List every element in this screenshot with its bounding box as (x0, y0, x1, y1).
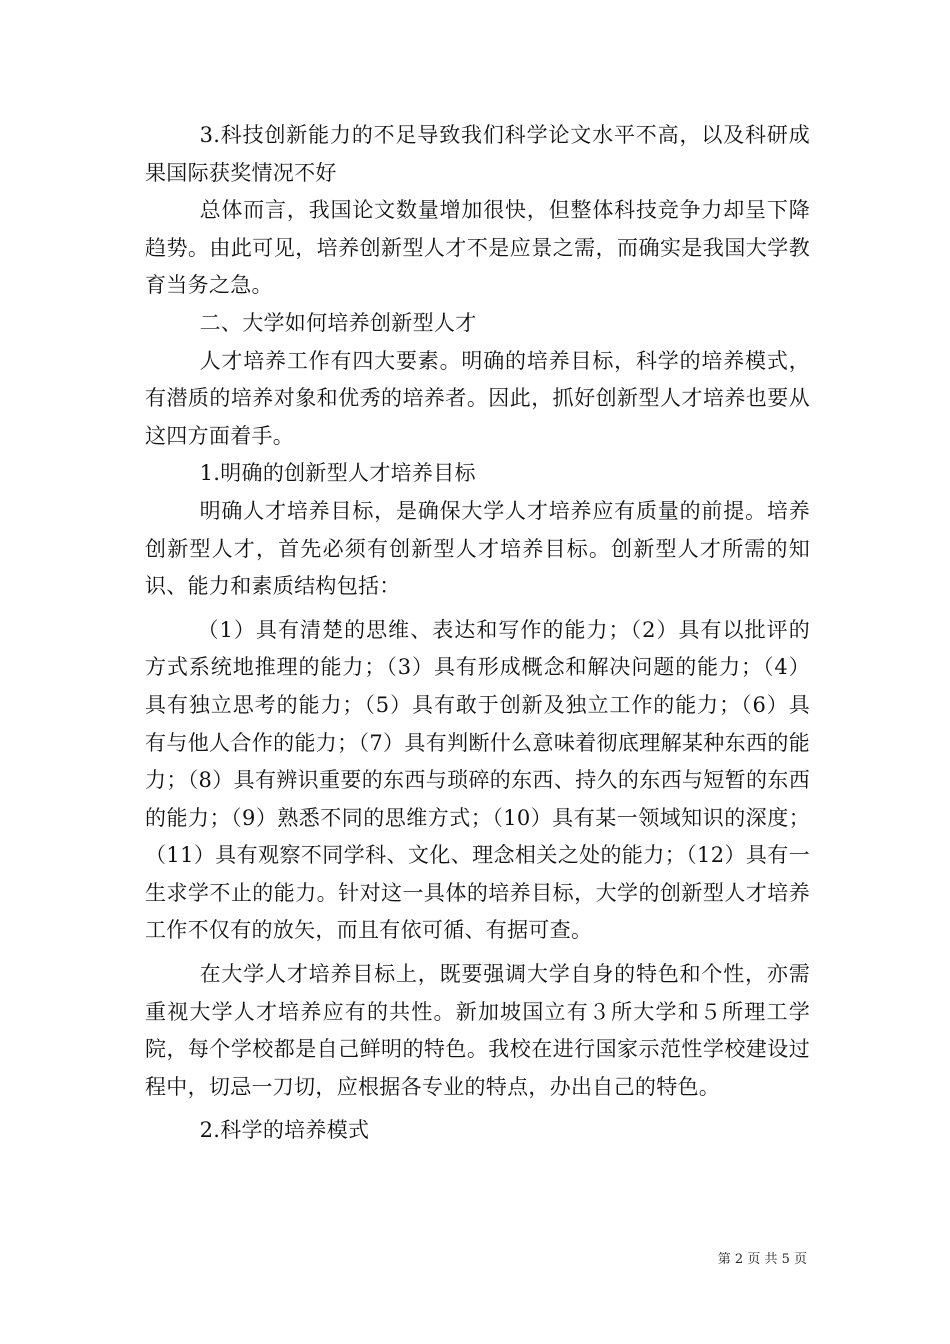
page-number-footer: 第 2 页 共 5 页 (717, 1252, 807, 1267)
section-subheading-1: 1.明确的创新型人才培养目标 (199, 461, 476, 486)
document-body (145, 117, 810, 1150)
body-paragraph: 明确人才培养目标，是确保大学人才培养应有质量的前提。培养创新型人才，首先必须有创新型人才培养目标。创新型人才所需的知识、能力和素质结构包括： (145, 498, 810, 599)
section-heading-2: 二、大学如何培养创新型人才 (199, 310, 477, 335)
body-paragraph: 人才培养工作有四大要素。明确的培养目标，科学的培养模式，有潜质的培养对象和优秀的培养者。因此，抓好创新型人才培养也要从这四方面着手。 (145, 348, 810, 448)
ability-list-paragraph: （1）具有清楚的思维、表达和写作的能力；（2）具有以批评的方式系统地推理的能力；（3）具有形成概念和解决问题的能力；（4）具有独立思考的能力；（5）具有敢于创新及独立工作的能力；（6）具有与他人合作的能力；（7）具有判断什么意味着彻底理解某种东西的能力；（8）具有辨识重要的东西与琐碎的东西、持久的东西与短暂的东西的能力；（9）熟悉不同的思维方式；（10）具有某一领域知识的深度；（11）具有观察不同学科、文化、理念相关之处的能力；（12）具有一生求学不止的能力。针对这一具体的培养目标，大学的创新型人才培养工作不仅有的放矢，而且有依可循、有据可查。 (145, 617, 810, 943)
section-subheading-3: 3.科技创新能力的不足导致我们科学论文水平不高，以及科研成果国际获奖情况不好 (145, 123, 810, 185)
body-paragraph: 总体而言，我国论文数量增加很快，但整体科技竞争力却呈下降趋势。由此可见，培养创新型人才不是应景之需，而确实是我国大学教育当务之急。 (145, 198, 810, 298)
section-subheading-2: 2.科学的培养模式 (199, 1118, 370, 1143)
body-paragraph: 在大学人才培养目标上，既要强调大学自身的特色和个性，亦需重视大学人才培养应有的共性。新加坡国立有３所大学和５所理工学院，每个学校都是自己鲜明的特色。我校在进行国家示范性学校建设过程中，切忌一刀切，应根据各专业的特点，办出自己的特色。 (145, 962, 810, 1099)
